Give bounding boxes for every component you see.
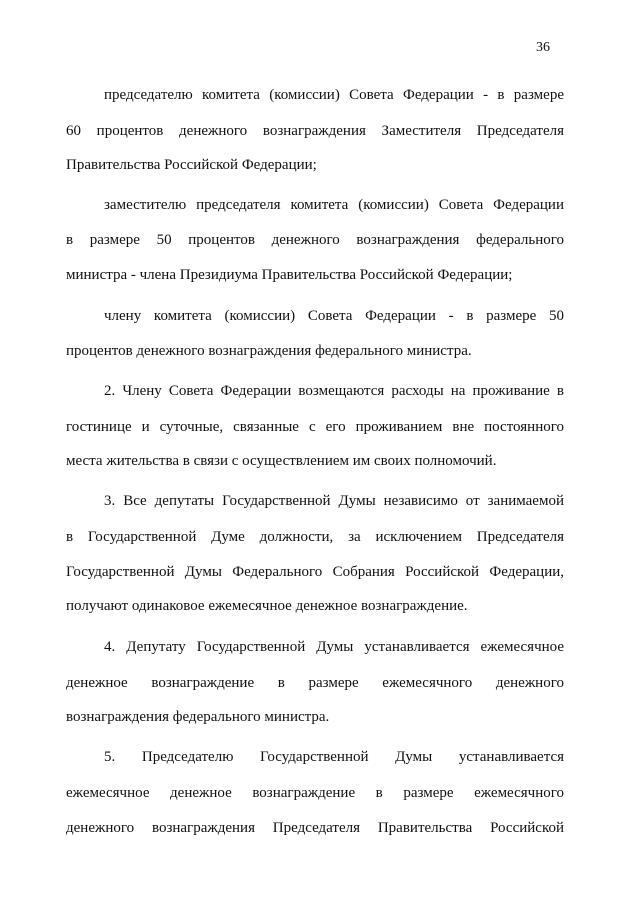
page-number: 36 bbox=[536, 40, 550, 55]
text-line: ежемесячное денежное вознаграждение в размере ежемесячного bbox=[66, 785, 564, 801]
text-line: в Государственной Думе должности, за исключением Председателя bbox=[66, 529, 564, 545]
text-line: денежного вознаграждения Председателя Правительства Российской bbox=[66, 820, 564, 836]
text-line: денежное вознаграждение в размере ежемесячного денежного bbox=[66, 675, 564, 691]
text-line: 3. Все депутаты Государственной Думы независимо от занимаемой bbox=[104, 493, 564, 509]
text-line: 4. Депутату Государственной Думы устанавливается ежемесячное bbox=[104, 639, 564, 655]
text-line: гостинице и суточные, связанные с его проживанием вне постоянного bbox=[66, 419, 564, 435]
text-line: места жительства в связи с осуществлением им своих полномочий. bbox=[66, 453, 497, 469]
text-line: 60 процентов денежного вознаграждения Заместителя Председателя bbox=[66, 123, 564, 139]
text-line: вознаграждения федерального министра. bbox=[66, 709, 330, 725]
text-line: члену комитета (комиссии) Совета Федерации - в размере 50 bbox=[104, 308, 564, 324]
text-line: 5. Председателю Государственной Думы устанавливается bbox=[104, 749, 564, 765]
text-line: получают одинаковое ежемесячное денежное вознаграждение. bbox=[66, 598, 468, 614]
text-line: министра - члена Президиума Правительства Российской Федерации; bbox=[66, 267, 513, 283]
text-line: заместителю председателя комитета (комиссии) Совета Федерации bbox=[104, 197, 564, 213]
text-line: в размере 50 процентов денежного вознаграждения федерального bbox=[66, 232, 564, 248]
text-line: Государственной Думы Федерального Собрания Российской Федерации, bbox=[66, 564, 564, 580]
text-line: председателю комитета (комиссии) Совета Федерации - в размере bbox=[104, 87, 564, 103]
text-line: процентов денежного вознаграждения федерального министра. bbox=[66, 343, 472, 359]
text-line: Правительства Российской Федерации; bbox=[66, 157, 317, 173]
text-line: 2. Члену Совета Федерации возмещаются расходы на проживание в bbox=[104, 383, 564, 399]
